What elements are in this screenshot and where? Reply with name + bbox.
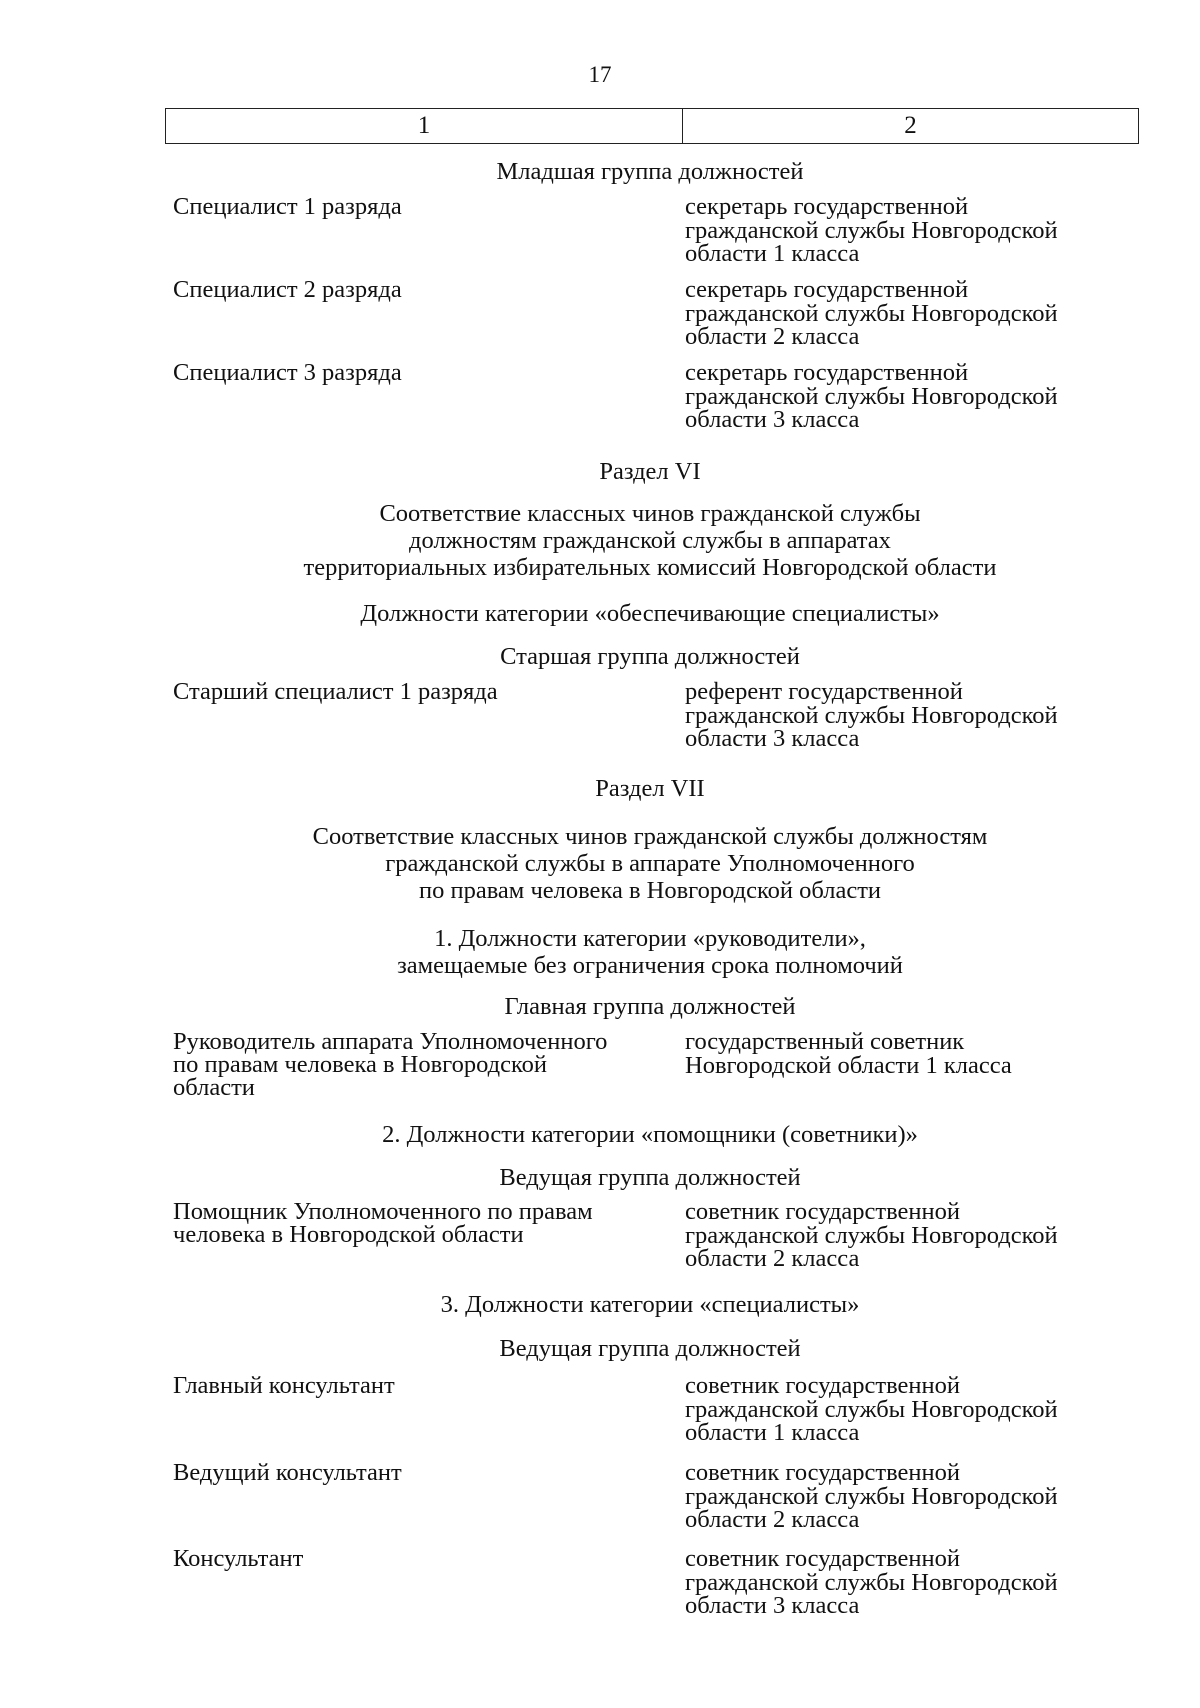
position-cell [173,1200,673,1246]
rank-line: советник государственной [685,1545,960,1572]
group-heading: Главная группа должностей [504,993,796,1020]
position-cell: Специалист 2 разряда [173,276,402,303]
section-title: Раздел VI [599,458,701,485]
position-cell [173,1030,673,1099]
group-heading: Младшая группа должностей [496,158,804,185]
rank-line: гражданской службы Новгородской [685,1568,1058,1596]
rank-line: области 2 класса [685,1506,860,1533]
rank-line: секретарь государственной [685,193,969,220]
position-line: области [173,1074,255,1101]
rank-line: секретарь государственной [685,276,969,303]
position-line: по правам человека в Новгородской [173,1051,548,1078]
position-cell: Старший специалист 1 разряда [173,678,498,705]
rank-line: Новгородской области 1 класса [685,1051,1012,1079]
rank-line: области 1 класса [685,1419,860,1446]
rank-cell [685,195,1145,266]
rank-line: гражданской службы Новгородской [685,216,1058,244]
position-cell: Специалист 3 разряда [173,359,402,386]
section-title: Раздел VII [595,775,705,802]
position-line: человека в Новгородской области [173,1221,524,1248]
category-heading: 3. Должности категории «специалисты» [440,1291,860,1318]
subtitle-line: Соответствие классных чинов гражданской службы [379,500,921,527]
rank-line: области 2 класса [685,1245,860,1272]
rank-line: области 2 класса [685,323,860,350]
group-heading: Старшая группа должностей [500,643,800,670]
section-subtitle [160,500,1140,581]
category-heading [160,925,1140,979]
rank-cell [685,680,1145,751]
rank-line: советник государственной [685,1198,960,1225]
rank-line: гражданской службы Новгородской [685,1395,1058,1423]
position-cell: Консультант [173,1545,304,1572]
position-line: Помощник Уполномоченного по правам [173,1198,593,1225]
rank-line: гражданской службы Новгородской [685,1221,1058,1249]
table-header-col1: 1 [166,109,683,143]
subtitle-line: по правам человека в Новгородской области [418,877,882,904]
group-heading: Ведущая группа должностей [499,1335,801,1362]
category-line: 1. Должности категории «руководители», [434,925,866,952]
rank-line: гражданской службы Новгородской [685,1482,1058,1510]
rank-line: гражданской службы Новгородской [685,382,1058,410]
rank-cell [685,1374,1145,1445]
rank-cell [685,361,1145,432]
subtitle-line: должностям гражданской службы в аппаратах [409,527,891,554]
rank-cell [685,1200,1145,1271]
rank-line: советник государственной [685,1459,960,1486]
rank-line: гражданской службы Новгородской [685,299,1058,327]
group-heading: Ведущая группа должностей [499,1164,801,1191]
position-line: Руководитель аппарата Уполномоченного [173,1028,608,1055]
category-heading: Должности категории «обеспечивающие специалисты» [360,600,940,627]
rank-cell [685,1547,1145,1618]
position-cell: Специалист 1 разряда [173,193,402,220]
rank-line: секретарь государственной [685,359,969,386]
rank-cell [685,1030,1145,1077]
rank-line: советник государственной [685,1372,960,1399]
rank-cell [685,1461,1145,1532]
table-header [165,108,1139,144]
category-line: замещаемые без ограничения срока полномочий [397,952,903,979]
position-cell: Главный консультант [173,1372,395,1399]
rank-line: гражданской службы Новгородской [685,701,1058,729]
category-heading: 2. Должности категории «помощники (советники)» [382,1121,918,1148]
position-cell: Ведущий консультант [173,1459,402,1486]
subtitle-line: Соответствие классных чинов гражданской службы должностям [312,823,988,850]
page-number: 17 [588,62,612,87]
rank-line: области 3 класса [685,1592,860,1619]
rank-line: области 1 класса [685,240,860,267]
rank-line: области 3 класса [685,725,860,752]
subtitle-line: гражданской службы в аппарате Уполномоченного [385,850,915,877]
rank-line: государственный советник [685,1028,965,1055]
rank-cell [685,278,1145,349]
rank-line: референт государственной [685,678,963,705]
subtitle-line: территориальных избирательных комиссий Новгородской области [303,554,997,581]
rank-line: области 3 класса [685,406,860,433]
section-subtitle [160,823,1140,904]
table-header-col2: 2 [904,112,917,139]
